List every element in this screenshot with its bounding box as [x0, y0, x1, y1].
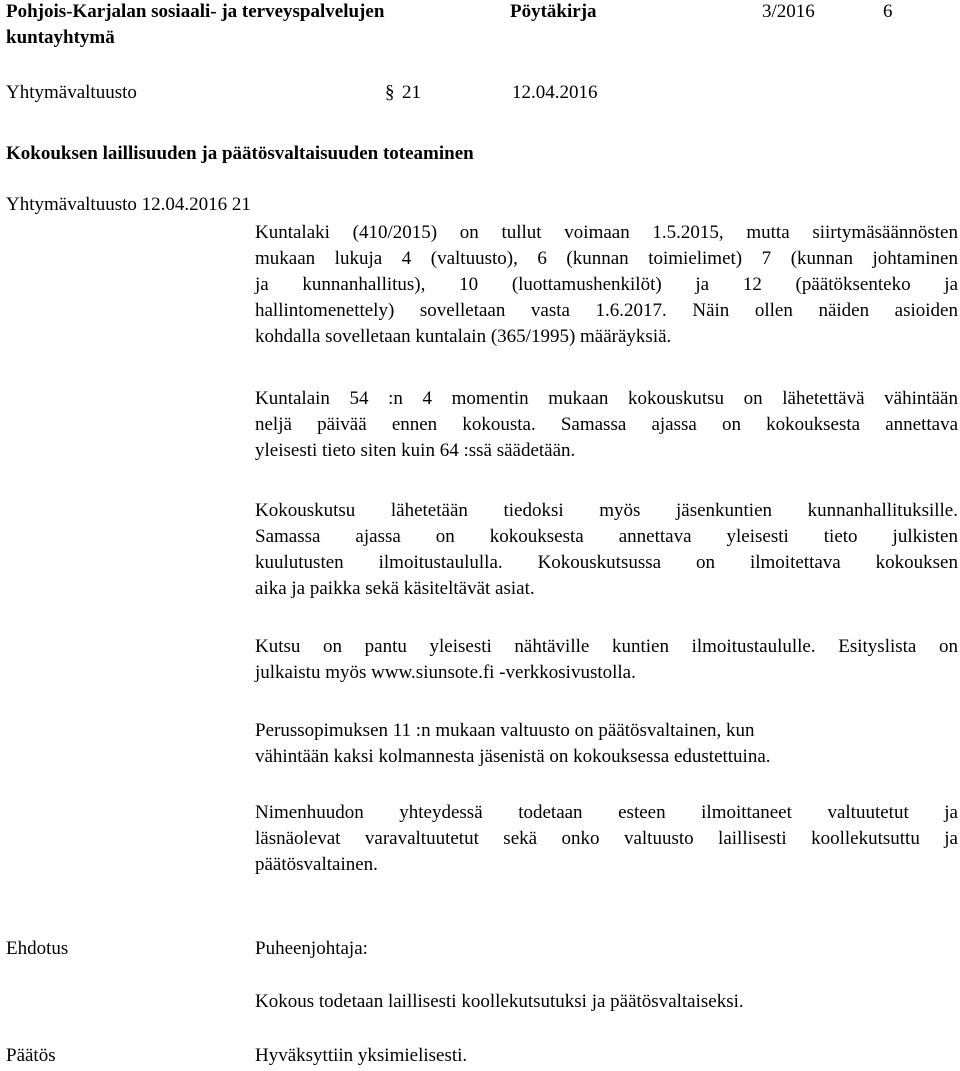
text-line: Kuntalaki (410/2015) on tullut voimaan 1.5.2015, mutta siirtymäsäännösten — [255, 222, 958, 243]
text-line: julkaistu myös www.siunsote.fi -verkkosivustolla. — [255, 662, 636, 683]
page-title: Kokouksen laillisuuden ja päätösvaltaisuuden toteaminen — [6, 143, 474, 164]
text-line: neljä päivää ennen kokousta. Samassa ajassa on kokouksesta annettava — [255, 414, 958, 435]
text-line: vähintään kaksi kolmannesta jäsenistä on kokouksessa edustettuina. — [255, 746, 771, 767]
text-line: kohdalla sovelletaan kuntalain (365/1995) määräyksiä. — [255, 326, 672, 347]
text-line: Samassa ajassa on kokouksesta annettava yleisesti tieto julkisten — [255, 526, 958, 547]
text-line: mukaan lukuja 4 (valtuusto), 6 (kunnan toimielimet) 7 (kunnan johtaminen — [255, 248, 958, 269]
paragraph-invitation-timing — [255, 386, 958, 464]
organization-name-line2: kuntayhtymä — [6, 27, 115, 48]
text-line: hallintomenettely) sovelletaan vasta 1.6.2017. Näin ollen näiden asioiden — [255, 300, 958, 321]
proposer: Puheenjohtaja: — [255, 938, 368, 959]
text-line: läsnäolevat varavaltuutetut sekä onko valtuusto laillisesti koollekutsuttu ja — [255, 828, 958, 849]
paragraph-transition-provisions — [255, 220, 958, 350]
paragraph-quorum — [255, 718, 958, 770]
meeting-date: 12.04.2016 — [512, 82, 598, 103]
text-line: kuulutusten ilmoitustaululla. Kokouskutsussa on ilmoitettava kokouksen — [255, 552, 958, 573]
reference-line: Yhtymävaltuusto 12.04.2016 21 — [6, 194, 251, 215]
document-type: Pöytäkirja — [510, 1, 597, 22]
text-line: Kuntalain 54 :n 4 momentin mukaan kokouskutsu on lähetettävä vähintään — [255, 388, 958, 409]
text-line: yleisesti tieto siten kuin 64 :ssä säädetään. — [255, 440, 576, 461]
text-line: aika ja paikka sekä käsiteltävät asiat. — [255, 578, 535, 599]
proposal-label: Ehdotus — [6, 938, 69, 959]
section-sign: § — [385, 82, 395, 103]
section-number: 21 — [402, 82, 421, 103]
text-line: Perussopimuksen 11 :n mukaan valtuusto on päätösvaltainen, kun — [255, 720, 755, 741]
page-number: 6 — [883, 1, 893, 22]
paragraph-roll-call — [255, 800, 958, 878]
proposal-text: Kokous todetaan laillisesti koollekutsutuksi ja päätösvaltaiseksi. — [255, 991, 744, 1012]
text-line: Kutsu on pantu yleisesti nähtäville kuntien ilmoitustaululle. Esityslista on — [255, 636, 958, 657]
paragraph-public-notice — [255, 634, 958, 686]
paragraph-invitation-delivery — [255, 498, 958, 602]
text-line: päätösvaltainen. — [255, 854, 378, 875]
text-line: ja kunnanhallitus), 10 (luottamushenkilöt) ja 12 (päätöksenteko ja — [255, 274, 958, 295]
document-number: 3/2016 — [762, 1, 815, 22]
text-line: Kokouskutsu lähetetään tiedoksi myös jäsenkuntien kunnanhallituksille. — [255, 500, 958, 521]
decision-label: Päätös — [6, 1045, 56, 1066]
meeting-body: Yhtymävaltuusto — [6, 82, 137, 103]
text-line: Nimenhuudon yhteydessä todetaan esteen ilmoittaneet valtuutetut ja — [255, 802, 958, 823]
decision-text: Hyväksyttiin yksimielisesti. — [255, 1045, 468, 1066]
organization-name-line1: Pohjois-Karjalan sosiaali- ja terveyspalvelujen — [6, 1, 385, 22]
